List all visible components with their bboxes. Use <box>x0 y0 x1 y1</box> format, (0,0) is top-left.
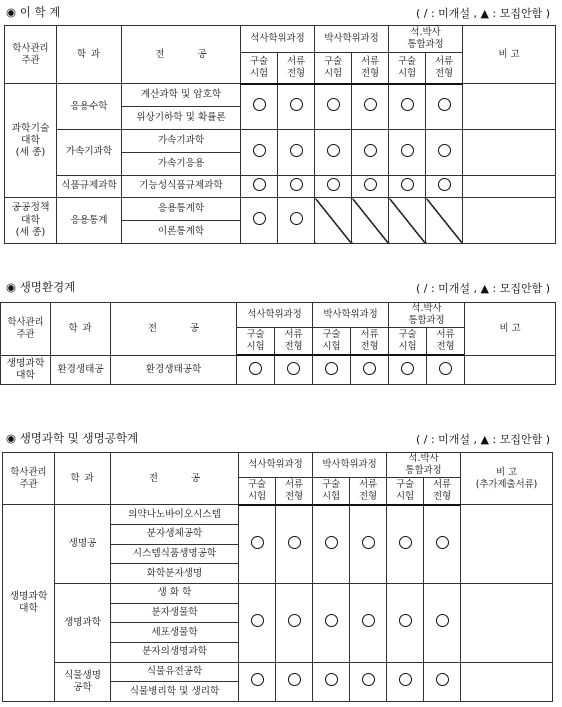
circle-mark <box>362 673 375 686</box>
circle-mark <box>399 673 412 686</box>
circle-mark <box>399 536 412 549</box>
admin-unit: 공공정책 대학 (세 종) <box>5 198 57 244</box>
circle-mark-cell <box>352 175 389 198</box>
header-doc-review: 서류 전형 <box>424 478 461 505</box>
remarks-cell <box>463 198 556 244</box>
circle-mark <box>253 98 266 111</box>
header-oral-exam: 구술 시험 <box>387 478 424 505</box>
circle-mark-cell <box>275 355 313 384</box>
circle-mark-cell <box>424 662 461 701</box>
circle-mark <box>362 614 375 627</box>
circle-mark-cell <box>239 584 276 663</box>
circle-mark-cell <box>389 355 427 384</box>
circle-mark <box>325 673 338 686</box>
header-oral-exam: 구술 시험 <box>239 478 276 505</box>
header-doc-review: 서류 전형 <box>427 328 465 355</box>
legend-note-1: ( / : 미개설 , ▲ : 모집안함 ) <box>415 7 550 20</box>
circle-mark <box>364 98 377 111</box>
circle-mark-cell <box>241 175 278 198</box>
header-oral-exam: 구술 시험 <box>389 328 427 355</box>
major-name: 시스템식품생명공학 <box>111 544 239 564</box>
not-offered-slash <box>352 198 389 244</box>
header-doc-review: 서류 전형 <box>275 328 313 355</box>
admin-unit: 과학기술 대학 (세 종) <box>5 84 57 198</box>
major-name: 분자의생명과학 <box>111 642 239 662</box>
circle-mark <box>401 178 414 191</box>
circle-mark <box>290 144 303 157</box>
circle-mark-cell <box>387 584 424 663</box>
dept-name: 환경생태공 <box>51 355 111 384</box>
circle-mark-cell <box>426 129 463 175</box>
section3-title: ◉ 생명과학 및 생명공학계 <box>6 431 139 445</box>
circle-mark <box>401 98 414 111</box>
header-doc-review: 서류 전형 <box>352 53 389 84</box>
circle-mark-cell <box>278 84 315 130</box>
header-doc-review: 서류 전형 <box>350 478 387 505</box>
circle-mark <box>325 362 338 375</box>
circle-mark-cell <box>350 584 387 663</box>
dept-name: 응용수학 <box>57 84 122 130</box>
header-doctoral: 박사학위과정 <box>315 26 389 53</box>
circle-mark <box>327 98 340 111</box>
remarks-cell <box>463 84 556 130</box>
circle-mark-cell <box>315 129 352 175</box>
circle-mark-cell <box>278 198 315 244</box>
circle-mark <box>325 536 338 549</box>
circle-mark <box>287 362 300 375</box>
circle-mark <box>436 673 449 686</box>
circle-mark <box>364 144 377 157</box>
circle-mark <box>325 614 338 627</box>
circle-mark-cell <box>389 175 426 198</box>
header-admin: 학사관리 주관 <box>3 453 55 505</box>
header-dept: 학 과 <box>57 26 122 84</box>
header-major: 전 공 <box>111 453 239 505</box>
circle-mark <box>253 178 266 191</box>
header-masters: 석사학위과정 <box>237 303 313 328</box>
circle-mark-cell <box>352 84 389 130</box>
circle-mark-cell <box>313 505 350 584</box>
circle-mark <box>327 144 340 157</box>
circle-mark-cell <box>315 84 352 130</box>
header-remarks: 비 고 <box>463 26 556 84</box>
circle-mark <box>288 614 301 627</box>
circle-mark <box>251 673 264 686</box>
remarks-cell <box>461 584 553 663</box>
major-name: 화학분자생명 <box>111 564 239 584</box>
circle-mark-cell <box>278 175 315 198</box>
table-science <box>4 25 556 244</box>
circle-mark <box>288 536 301 549</box>
circle-mark-cell <box>276 662 313 701</box>
header-doc-review: 서류 전형 <box>276 478 313 505</box>
circle-mark <box>436 614 449 627</box>
major-name: 계산과학 및 암호학 <box>122 84 241 107</box>
circle-mark <box>362 536 375 549</box>
major-name: 응용통계학 <box>122 198 241 221</box>
circle-mark-cell <box>424 505 461 584</box>
table-life-env <box>0 302 556 385</box>
dept-name: 생명과학 <box>55 584 111 663</box>
major-name: 분자생물학 <box>111 603 239 623</box>
header-oral-exam: 구술 시험 <box>237 328 275 355</box>
dept-name: 응용통계 <box>57 198 122 244</box>
header-doc-review: 서류 전형 <box>351 328 389 355</box>
circle-mark-cell <box>389 84 426 130</box>
circle-mark-cell <box>351 355 389 384</box>
header-masters: 석사학위과정 <box>239 453 313 478</box>
circle-mark <box>436 536 449 549</box>
legend-note-2: ( / : 미개설 , ▲ : 모집안함 ) <box>415 282 550 295</box>
admin-unit: 생명과학 대학 <box>3 505 55 702</box>
header-doc-review: 서류 전형 <box>426 53 463 84</box>
circle-mark <box>249 362 262 375</box>
remarks-cell <box>463 175 556 198</box>
circle-mark-cell <box>427 355 465 384</box>
remarks-cell <box>465 355 556 384</box>
header-admin: 학사관리 주관 <box>1 303 51 356</box>
not-offered-slash <box>389 198 426 244</box>
header-doctoral: 박사학위과정 <box>313 453 387 478</box>
remarks-cell <box>461 662 553 701</box>
header-oral-exam: 구술 시험 <box>241 53 278 84</box>
major-name: 가속기과학 <box>122 129 241 152</box>
section1-title: ◉ 이 학 계 <box>6 5 61 19</box>
not-offered-slash <box>315 198 352 244</box>
header-oral-exam: 구술 시험 <box>313 328 351 355</box>
circle-mark-cell <box>241 129 278 175</box>
header-masters: 석사학위과정 <box>241 26 315 53</box>
circle-mark <box>251 614 264 627</box>
header-doc-review: 서류 전형 <box>278 53 315 84</box>
header-major: 전 공 <box>111 303 237 356</box>
header-dept: 학 과 <box>55 453 111 505</box>
header-combined: 석.박사 통합과정 <box>389 303 465 328</box>
header-remarks: 비 고 (추가제출서류) <box>461 453 553 505</box>
circle-mark <box>253 212 266 225</box>
dept-name: 식품규제과학 <box>57 175 122 198</box>
circle-mark <box>288 673 301 686</box>
header-major: 전 공 <box>122 26 241 84</box>
circle-mark-cell <box>313 355 351 384</box>
circle-mark <box>438 144 451 157</box>
not-offered-slash <box>426 198 463 244</box>
circle-mark-cell <box>313 662 350 701</box>
circle-mark <box>438 98 451 111</box>
dept-name: 식물생명 공학 <box>55 662 111 701</box>
circle-mark <box>253 144 266 157</box>
circle-mark-cell <box>350 662 387 701</box>
circle-mark <box>439 362 452 375</box>
major-name: 이론통계학 <box>122 221 241 244</box>
major-name: 식물유전공학 <box>111 662 239 682</box>
remarks-cell <box>461 505 553 584</box>
major-name: 분자생체공학 <box>111 525 239 545</box>
circle-mark <box>290 178 303 191</box>
circle-mark <box>290 98 303 111</box>
circle-mark-cell <box>350 505 387 584</box>
major-name: 식물병리학 및 생리학 <box>111 682 239 702</box>
circle-mark <box>401 362 414 375</box>
circle-mark-cell <box>241 198 278 244</box>
circle-mark-cell <box>389 129 426 175</box>
admin-unit: 생명과학 대학 <box>1 355 51 384</box>
circle-mark <box>290 212 303 225</box>
circle-mark-cell <box>315 175 352 198</box>
header-admin: 학사관리 주관 <box>5 26 57 84</box>
circle-mark <box>363 362 376 375</box>
header-doctoral: 박사학위과정 <box>313 303 389 328</box>
circle-mark <box>327 178 340 191</box>
circle-mark-cell <box>276 584 313 663</box>
dept-name: 가속기과학 <box>57 129 122 175</box>
circle-mark-cell <box>352 129 389 175</box>
circle-mark-cell <box>424 584 461 663</box>
circle-mark-cell <box>278 129 315 175</box>
circle-mark <box>364 178 377 191</box>
circle-mark-cell <box>276 505 313 584</box>
circle-mark-cell <box>426 84 463 130</box>
header-oral-exam: 구술 시험 <box>389 53 426 84</box>
circle-mark-cell <box>237 355 275 384</box>
major-name: 가속기응용 <box>122 152 241 175</box>
circle-mark-cell <box>387 505 424 584</box>
major-name: 세포생물학 <box>111 623 239 643</box>
circle-mark-cell <box>387 662 424 701</box>
circle-mark-cell <box>313 584 350 663</box>
header-oral-exam: 구술 시험 <box>313 478 350 505</box>
header-combined: 석.박사 통합과정 <box>389 26 463 53</box>
major-name: 기능성식품규제과학 <box>122 175 241 198</box>
circle-mark-cell <box>241 84 278 130</box>
header-oral-exam: 구술 시험 <box>315 53 352 84</box>
major-name: 생 화 학 <box>111 584 239 604</box>
circle-mark-cell <box>239 505 276 584</box>
remarks-cell <box>463 129 556 175</box>
circle-mark <box>251 536 264 549</box>
header-dept: 학 과 <box>51 303 111 356</box>
major-name: 의약나노바이오시스템 <box>111 505 239 525</box>
dept-name: 생명공 <box>55 505 111 584</box>
major-name: 위상기하학 및 확률론 <box>122 107 241 130</box>
circle-mark <box>438 178 451 191</box>
legend-note-3: ( / : 미개설 , ▲ : 모집안함 ) <box>415 433 550 446</box>
circle-mark <box>401 144 414 157</box>
circle-mark <box>399 614 412 627</box>
section2-title: ◉ 생명환경계 <box>6 280 76 294</box>
table-life-biotech <box>2 452 553 702</box>
circle-mark-cell <box>426 175 463 198</box>
major-name: 환경생태공학 <box>111 355 237 384</box>
header-combined: 석.박사 통합과정 <box>387 453 461 478</box>
header-remarks: 비 고 <box>465 303 556 356</box>
circle-mark-cell <box>239 662 276 701</box>
